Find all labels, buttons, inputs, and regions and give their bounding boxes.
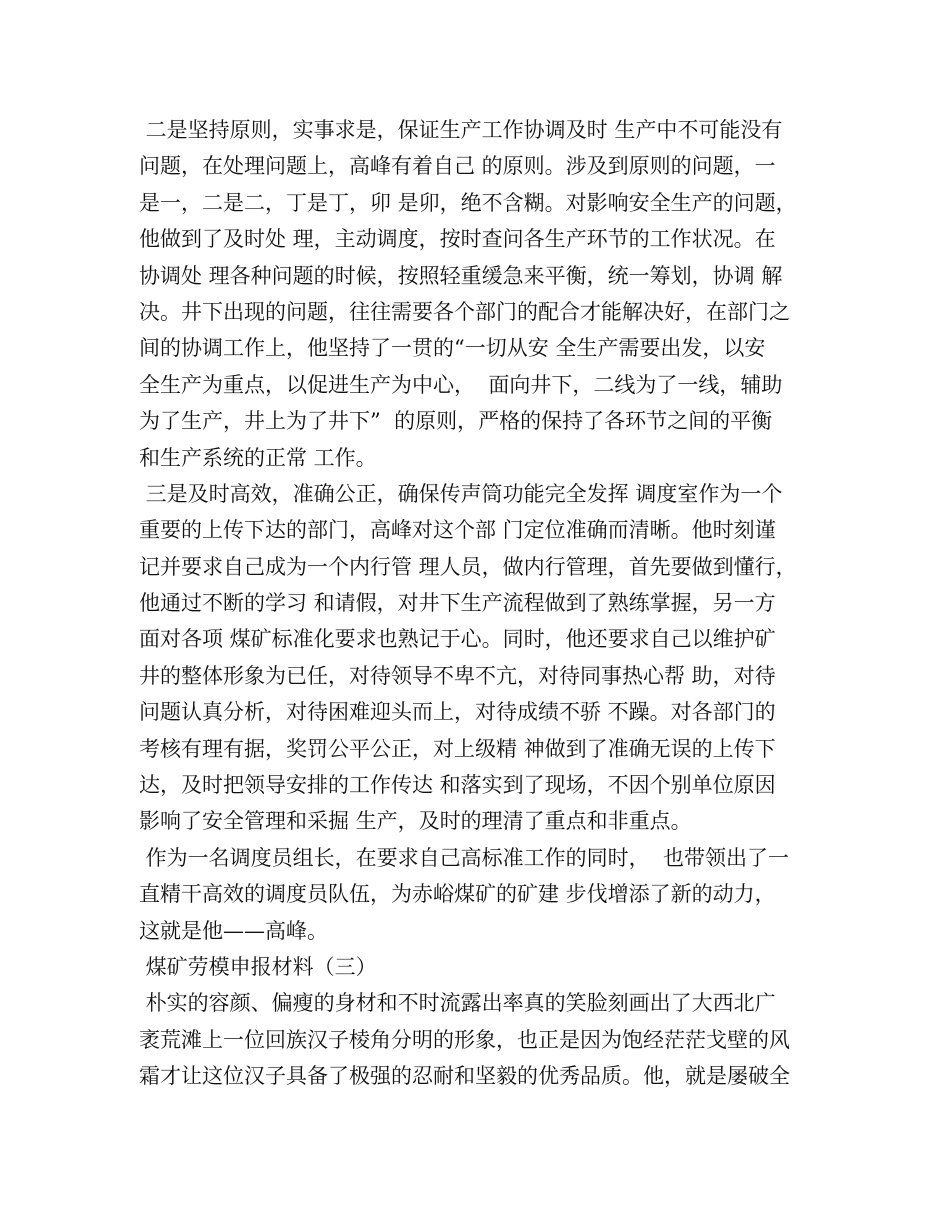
text-line: 间的协调工作上，他坚持了一贯的“一切从安 全生产需要出发，以安 bbox=[139, 336, 766, 361]
text-line: 井的整体形象为已任，对待领导不卑不亢，对待同事热心帮 助，对待 bbox=[139, 663, 776, 688]
text-line: 他做到了及时处 理，主动调度，按时查问各生产环节的工作状况。在 bbox=[139, 227, 776, 252]
text-line: 是一，二是二，丁是丁，卯 是卯，绝不含糊。对影响安全生产的问题， bbox=[139, 190, 797, 215]
text-line: 重要的上传下达的部门，高峰对这个部 门定位准确而清晰。他时刻谨 bbox=[139, 518, 776, 543]
text-line: 二是坚持原则，实事求是，保证生产工作协调及时 生产中不可能没有 bbox=[139, 118, 783, 142]
text-line: 全生产为重点，以促进生产为中心， 面向井下，二线为了一线，辅助 bbox=[139, 372, 783, 397]
text-line: 影响了安全管理和采掘 生产，及时的理清了重点和非重点。 bbox=[139, 809, 692, 834]
text-line: 协调处 理各种问题的时候，按照轻重缓急来平衡，统一筹划，协调 解 bbox=[139, 263, 783, 288]
text-line: 三是及时高效，准确公正，确保传声筒功能完全发挥 调度室作为一个 bbox=[139, 481, 783, 506]
text-line: 决。井下出现的问题，往往需要各个部门的配合才能解决好，在部门之 bbox=[139, 299, 790, 324]
text-line: 问题，在处理问题上，高峰有着自己 的原则。涉及到原则的问题，一 bbox=[139, 154, 776, 179]
text-line: 直精干高效的调度员队伍，为赤峪煤矿的矿建 步伐增添了新的动力， bbox=[139, 882, 776, 907]
text-line: 袤荒滩上一位回族汉子棱角分明的形象，也正是因为饱经茫茫戈壁的风 bbox=[139, 1027, 790, 1052]
text-line: 为了生产，井上为了井下” 的原则，严格的保持了各环节之间的平衡 bbox=[139, 409, 773, 434]
text-line: 记并要求自己成为一个内行管 理人员，做内行管理，首先要做到懂行， bbox=[139, 554, 797, 579]
body-text bbox=[139, 112, 829, 1095]
text-line: 作为一名调度员组长，在要求自己高标准工作的同时， 也带领出了一 bbox=[139, 845, 790, 870]
text-line: 朴实的容颜、偏瘦的身材和不时流露出率真的笑脸刻画出了大西北广 bbox=[139, 991, 776, 1016]
text-line: 和生产系统的正常 工作。 bbox=[139, 445, 377, 470]
text-line: 达，及时把领导安排的工作传达 和落实到了现场，不因个别单位原因 bbox=[139, 773, 776, 798]
text-line: 这就是他——高峰。 bbox=[139, 918, 328, 943]
section-heading: 煤矿劳模申报材料（三） bbox=[139, 954, 377, 979]
text-line: 他通过不断的学习 和请假，对井下生产流程做到了熟练掌握，另一方 bbox=[139, 591, 776, 616]
text-line: 问题认真分析，对待困难迎头而上，对待成绩不骄 不躁。对各部门的 bbox=[139, 700, 776, 725]
text-line: 霜才让这位汉子具备了极强的忍耐和坚毅的优秀品质。他，就是屡破全 bbox=[139, 1064, 790, 1089]
text-line: 考核有理有据，奖罚公平公正，对上级精 神做到了准确无误的上传下 bbox=[139, 736, 776, 761]
text-line: 面对各项 煤矿标准化要求也熟记于心。同时，他还要求自己以维护矿 bbox=[139, 627, 776, 652]
